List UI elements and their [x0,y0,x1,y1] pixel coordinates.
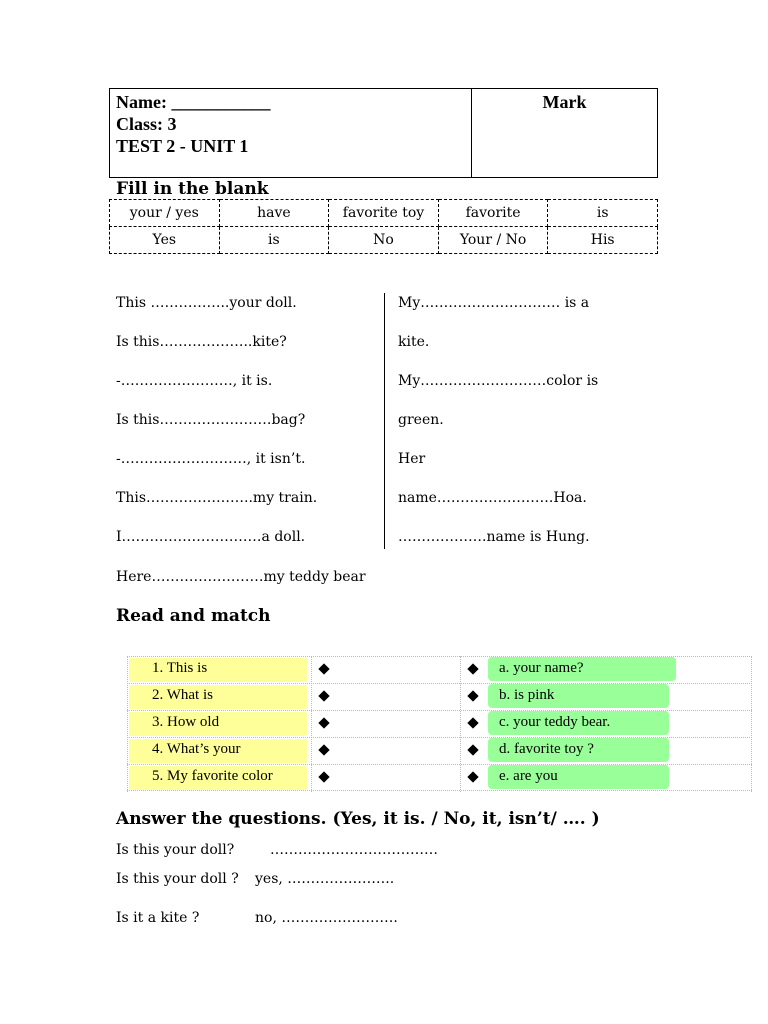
blank-sentence[interactable]: -………………………, it isn’t. [116,451,306,467]
blank-sentence[interactable]: -……………………, it is. [116,373,273,389]
match-row [127,710,752,737]
word-bank-cell: No [329,227,439,254]
match-row [127,683,752,710]
blank-sentence[interactable]: Here……………………my teddy bear [116,569,366,585]
diamond-bullet-icon[interactable] [467,663,478,674]
answer-blank[interactable]: yes, ………………….. [255,871,395,887]
match-left-item[interactable]: 4. What’s your [152,741,241,757]
diamond-bullet-icon[interactable] [318,663,329,674]
diamond-bullet-icon[interactable] [318,771,329,782]
word-bank-cell: is [219,227,329,254]
word-bank [109,199,658,254]
word-bank-cell: have [219,200,329,227]
match-right-item[interactable]: e. are you [499,768,558,784]
diamond-bullet-icon[interactable] [467,771,478,782]
match-left-item[interactable]: 5. My favorite color [152,768,273,784]
column-divider [384,293,385,549]
diamond-bullet-icon[interactable] [467,690,478,701]
blank-sentence[interactable]: I…………………………a doll. [116,529,306,545]
blank-sentence: kite. [398,334,430,350]
match-row [127,656,752,683]
mark-cell[interactable]: Mark [542,92,587,112]
match-row [127,764,752,791]
match-right-item[interactable]: b. is pink [499,687,555,703]
answer-blank[interactable]: ……………………………… [270,842,438,858]
answer-blank[interactable]: no, ……………………. [255,910,398,926]
blank-sentence[interactable]: This…………………..my train. [116,490,318,506]
word-bank-cell: is [548,200,658,227]
class-label: Class: 3 [116,114,177,134]
read-match-title: Read and match [116,606,271,626]
word-bank-row [110,200,658,227]
fill-blank-title: Fill in the blank [116,179,269,199]
diamond-bullet-icon[interactable] [467,744,478,755]
match-right-item[interactable]: d. favorite toy ? [499,741,594,757]
blank-sentence[interactable]: My………………………… is a [398,295,590,311]
blank-sentence: Her [398,451,426,467]
diamond-bullet-icon[interactable] [318,717,329,728]
match-left-item[interactable]: 2. What is [152,687,213,703]
name-field[interactable]: Name: ___________ [116,92,271,112]
match-row [127,737,752,764]
word-bank-cell: favorite [438,200,548,227]
word-bank-cell: Yes [110,227,220,254]
diamond-bullet-icon[interactable] [467,717,478,728]
word-bank-cell: Your / No [438,227,548,254]
question-text: Is this your doll? [116,842,235,858]
blank-sentence[interactable]: Is this………………..kite? [116,334,287,350]
match-left-item[interactable]: 1. This is [152,660,208,676]
student-info [110,89,472,177]
match-right-item[interactable]: a. your name? [499,660,584,676]
header-box [109,88,658,178]
answer-title: Answer the questions. (Yes, it is. / No, it, isn’t/ …. ) [116,809,600,829]
match-right-item[interactable]: c. your teddy bear. [499,714,611,730]
blank-sentence[interactable]: This ……………..your doll. [116,295,297,311]
match-left-item[interactable]: 3. How old [152,714,220,730]
word-bank-row [110,227,658,254]
test-title: TEST 2 - UNIT 1 [116,136,249,156]
match-table [127,656,752,792]
question-text: Is it a kite ? [116,910,200,926]
blank-sentence[interactable]: Is this……………………bag? [116,412,306,428]
blank-sentence[interactable]: ……………….name is Hung. [398,529,590,545]
word-bank-cell: your / yes [110,200,220,227]
word-bank-cell: His [548,227,658,254]
diamond-bullet-icon[interactable] [318,744,329,755]
diamond-bullet-icon[interactable] [318,690,329,701]
question-text: Is this your doll ? [116,871,239,887]
blank-sentence: green. [398,412,444,428]
blank-sentence[interactable]: name…………………….Hoa. [398,490,587,506]
blank-sentence[interactable]: My………………………color is [398,373,599,389]
word-bank-cell: favorite toy [329,200,439,227]
